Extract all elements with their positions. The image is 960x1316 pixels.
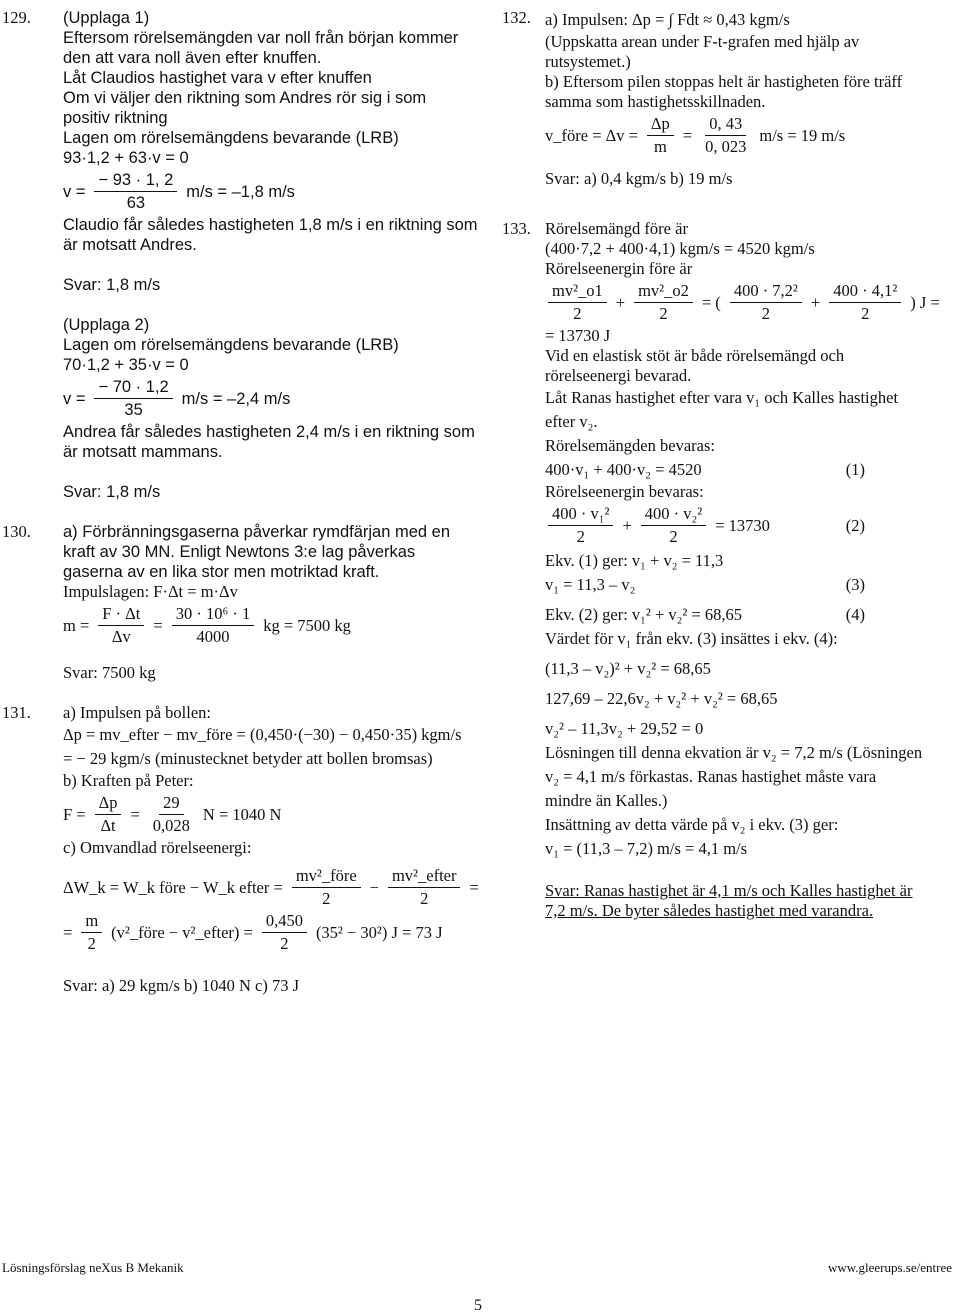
problem-number: 131. [2,703,31,722]
page-number: 5 [474,1297,482,1314]
answer-line: Svar: a) 0,4 kgm/s b) 19 m/s [545,169,733,188]
problem-number: 129. [2,8,31,27]
problem-130 [0,522,480,683]
text-line: rutsystemet.) [545,52,631,71]
text-line: Andrea får således hastigheten 2,4 m/s i en riktning som [63,423,475,441]
answer-line: Svar: 1,8 m/s [63,483,161,501]
equation-line: 93·1,2 + 63·v = 0 [63,149,189,167]
equation-line: 70·1,2 + 35·v = 0 [63,356,189,374]
fraction: $\frac{\text{mv²\_o1}}{2}$ [548,281,607,324]
text-line: (Uppskatta arean under F-t-grafen med hjälp av [545,32,860,51]
fraction: $\frac{\text{400 · 4,1²}}{2}$ [829,281,901,324]
text-line: Rörelsemängd före är [545,219,688,238]
text-line: Värdet för v₁ från ekv. (3) insättes i ekv. (4): [545,629,838,648]
text-line: (Upplaga 2) [63,316,150,334]
fraction: $\frac{\text{400 · v₂²}}{2}$ [641,504,706,547]
fraction: $\frac{0,450}{2}$ [262,911,307,954]
fraction: $\frac{- 93 \cdot 1, 2}{63}$ [94,170,177,213]
text-line: = − 29 kgm/s (minustecknet betyder att bollen bromsas) [63,749,433,768]
problem-131 [0,703,480,996]
equation-4: Ekv. (2) ger: v₁² + v₂² = 68,65 (4) [545,605,865,624]
text-line: är motsatt mammans. [63,443,223,461]
fraction: $\frac{m}{2}$ [81,911,102,954]
text-line: b) Kraften på Peter: [63,771,194,790]
equation-line: 127,69 – 22,6v₂ + v₂² + v₂² = 68,65 [545,689,778,708]
equation-force: F = $\frac{\Delta p}{\Delta t}$ = $\frac{29}{0,028}$ N = 1040 N [63,793,282,835]
equation-line: Δp = mv_efter − mv_före = (0,450·(−30) − 0,450·35) kgm/s [63,725,462,744]
text-line: (Upplaga 1) [63,9,150,27]
answer-line: Svar: Ranas hastighet är 4,1 m/s och Kalles hastighet är [545,881,913,900]
text-line: c) Omvandlad rörelseenergi: [63,838,252,857]
text-line: a) Förbränningsgaserna påverkar rymdfärjan med en [63,523,451,541]
text-line: Claudio får således hastigheten 1,8 m/s i en riktning som [63,216,478,234]
answer-line: 7,2 m/s. De byter således hastighet med varandra. [545,901,874,920]
text-line: Lagen om rörelsemängdens bevarande (LRB) [63,336,399,354]
text-line: Rörelsemängden bevaras: [545,436,715,455]
equation-velocity: v_före = Δv = $\frac{\Delta p}{m}$ = $\frac{0, 43}{0, 023}$ m/s = 19 m/s [545,114,846,156]
equation-line: (11,3 – v₂)² + v₂² = 68,65 [545,659,711,678]
text-line: Eftersom rörelsemängden var noll från början kommer [63,29,459,47]
text-line: gaserna av en lika stor men motriktad kraft. [63,563,380,581]
equation-2: $\frac{\text{400 · v₁²}}{2}$ + $\frac{\text{400 · v₂²}}{2}$ = 13730 (2) [545,504,865,547]
fraction: $\frac{0, 43}{0, 023}$ [705,114,747,156]
text-line: Vid en elastisk stöt är både rörelsemängd och [545,346,845,365]
fraction: $\frac{\text{mv²\_o2}}{2}$ [634,281,693,324]
fraction: $\frac{\text{400 · 7,2²}}{2}$ [730,281,802,324]
text-line: mindre än Kalles.) [545,791,668,810]
text-line: Lagen om rörelsemängdens bevarande (LRB) [63,129,399,147]
problem-number: 130. [2,522,31,541]
fraction: $\frac{\Delta p}{m}$ [647,114,674,157]
equation-v-claudio: v = $\frac{- 93 \cdot 1, 2}{63}$ m/s = –1,8 m/s [63,171,295,212]
right-column [500,8,960,921]
problem-133 [500,219,960,921]
fraction: $\frac{\Delta p}{\Delta t}$ [95,793,122,836]
text-line: v₂ = 4,1 m/s förkastas. Ranas hastighet måste vara [545,767,877,786]
answer-line: Svar: 1,8 m/s [63,276,161,294]
text-line: Insättning av detta värde på v₂ i ekv. (3) ger: [545,815,839,834]
text-line: Låt Ranas hastighet efter vara v₁ och Kalles hastighet [545,388,899,407]
text-line: Låt Claudios hastighet vara v efter knuffen [63,69,372,87]
text-line: Lösningen till denna ekvation är v₂ = 7,2 m/s (Lösningen [545,743,923,762]
text-line: samma som hastighetsskillnaden. [545,92,766,111]
text-line: den att vara noll även efter knuffen. [63,49,322,67]
text-line: a) Impulsen på bollen: [63,703,212,722]
text-line: Om vi väljer den riktning som Andres rör sig i som [63,89,427,107]
equation-3: v₁ = 11,3 – v₂ (3) [545,575,865,594]
text-line: positiv riktning [63,109,168,127]
fraction: $\frac{\text{mv²\_efter}}{2}$ [388,866,461,909]
fraction: $\frac{F \cdot \Delta t}{\Delta v}$ [98,604,144,647]
equation-1: 400·v₁ + 400·v₂ = 4520 (1) [545,460,865,479]
text-line: rörelseenergi bevarad. [545,366,692,385]
fraction: $\frac{\text{mv²\_före}}{2}$ [292,866,361,909]
equation-line: v₂² – 11,3v₂ + 29,52 = 0 [545,719,704,738]
equation-v-andrea: v = $\frac{- 70 \cdot 1,2}{35}$ m/s = –2,4 m/s [63,378,291,419]
problem-number: 132. [502,8,531,27]
answer-line: Svar: 7500 kg [63,663,156,682]
fraction: $\frac{- 70 \cdot 1,2}{35}$ [94,377,172,420]
text-line: Ekv. (1) ger: v₁ + v₂ = 11,3 [545,551,724,570]
fraction: $\frac{29}{0,028}$ [152,793,190,835]
equation-mass: m = $\frac{F \cdot \Delta t}{\Delta v}$ = $\frac{\text{30 · 10⁶ · 1}}{4000}$ kg = 7500 kg [63,604,351,646]
problem-132 [500,8,960,189]
problem-number: 133. [502,219,531,238]
text-line: (400·7,2 + 400·4,1) kgm/s = 4520 kgm/s [545,239,815,258]
fraction: $\frac{\text{30 · 10⁶ · 1}}{4000}$ [172,604,255,647]
equation-energy-before: $\frac{\text{mv²\_o1}}{2}$ + $\frac{\text{mv²\_o2}}{2}$ = ( $\frac{\text{400 · 7,2²}}{2}$ + $\frac{\text{400 · 4,1²}}{2}$ ) J = [545,281,960,324]
text-line: Impulslagen: F·Δt = m·Δv [63,582,238,601]
answer-line: Svar: a) 29 kgm/s b) 1040 N c) 73 J [63,976,300,995]
text-line: är motsatt Andres. [63,236,197,254]
fraction: $\frac{\text{400 · v₁²}}{2}$ [548,504,613,547]
equation-energy-result: = $\frac{m}{2}$ (v²_före − v²_efter) = $\frac{0,450}{2}$ (35² − 30²) J = 73 J [63,911,443,953]
equation-line: v₁ = (11,3 – 7,2) m/s = 4,1 m/s [545,839,748,858]
text-line: b) Eftersom pilen stoppas helt är hastigheten före träff [545,72,903,91]
equation-energy: ΔW_k = W_k före − W_k efter = $\frac{\text{mv²\_före}}{2}$ − $\frac{\text{mv²\_efter}}{2}$ = [63,866,479,908]
equation-line: a) Impulsen: Δp = ∫ Fdt ≈ 0,43 kgm/s [545,10,790,29]
text-line: kraft av 30 MN. Enligt Newtons 3:e lag påverkas [63,543,416,561]
text-line: Rörelseenergin bevaras: [545,482,704,501]
problem-129 [0,8,480,502]
text-line: efter v₂. [545,412,598,431]
footer-title: Lösningsförslag neXus B Mekanik [2,1260,184,1275]
footer-url: www.gleerups.se/entree [827,1260,952,1275]
text-line: Rörelseenergin före är [545,259,693,278]
text-line: = 13730 J [545,326,611,345]
left-column [0,8,480,996]
